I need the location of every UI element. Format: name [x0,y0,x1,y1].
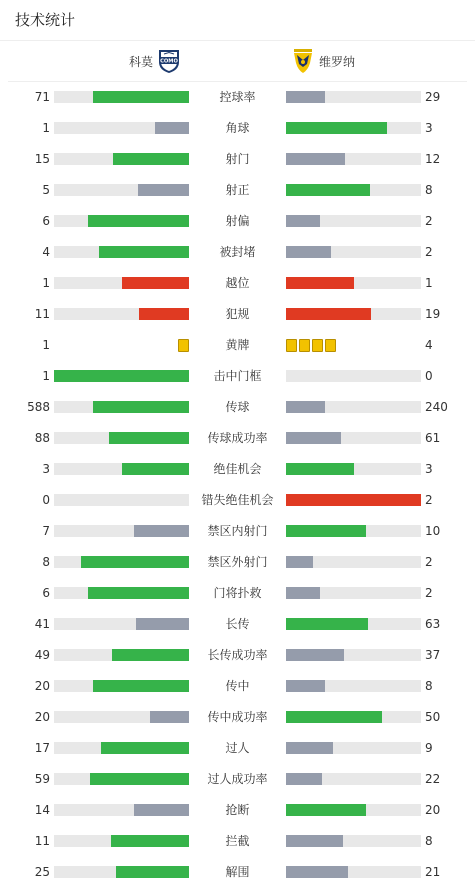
home-bar-fill [122,277,190,289]
home-bar-track [54,401,189,413]
yellow-card-icon [178,339,189,352]
stat-row [0,578,475,609]
stat-row [0,113,475,144]
home-bar-fill [93,91,189,103]
stat-row [0,764,475,795]
home-bar-fill [112,649,189,661]
away-value: 3 [425,121,433,135]
away-value: 2 [425,493,433,507]
home-bar-track [54,122,189,134]
away-bar-track [286,246,421,258]
home-value: 8 [42,555,50,569]
home-bar-fill [81,556,189,568]
stat-row [0,454,475,485]
stat-row [0,702,475,733]
yellow-card-icon [299,339,310,352]
teams-header [8,41,467,82]
away-bar-fill [286,556,313,568]
away-bar-track [286,401,421,413]
stat-row [0,392,475,423]
away-bar-fill [286,773,322,785]
away-bar-fill [286,494,421,506]
stat-label: 黄牌 [225,338,250,352]
stat-label: 射偏 [225,214,250,228]
home-bar-fill [150,711,189,723]
stat-row [0,733,475,764]
away-value: 37 [425,648,441,662]
away-bar-track [286,184,421,196]
stat-label: 击中门框 [213,369,262,383]
away-value: 3 [425,462,433,476]
stat-row [0,485,475,516]
home-value: 15 [34,152,50,166]
home-value: 0 [42,493,50,507]
away-value: 9 [425,741,433,755]
home-bar-fill [136,618,189,630]
away-bar-track [286,556,421,568]
away-bar-track [286,866,421,878]
away-bar-track [286,742,421,754]
away-value: 4 [425,338,433,352]
home-value: 5 [42,183,50,197]
away-bar-fill [286,618,368,630]
como-logo-text: COMO [160,58,178,65]
away-value: 61 [425,431,441,445]
away-bar-fill [286,525,366,537]
home-bar-track [54,370,189,382]
home-value: 1 [42,338,50,352]
away-value: 2 [425,555,433,569]
home-bar-fill [134,525,189,537]
away-value: 2 [425,245,433,259]
away-value: 8 [425,679,433,693]
home-bar-track [54,866,189,878]
home-bar-track [54,215,189,227]
away-value: 22 [425,772,441,786]
stat-row [0,175,475,206]
home-value: 11 [34,307,50,321]
away-bar-fill [286,835,343,847]
stat-row [0,206,475,237]
stat-row [0,671,475,702]
away-bar-fill [286,184,370,196]
stat-label: 解围 [225,865,250,879]
stat-label: 过人成功率 [207,772,268,786]
away-bar-track [286,91,421,103]
home-bar-fill [139,308,189,320]
stat-label: 射门 [225,152,250,166]
away-bar-fill [286,91,325,103]
home-bar-track [54,494,189,506]
como-crest-icon [157,48,181,74]
stat-row [0,268,475,299]
home-bar-track [54,649,189,661]
home-bar-track [54,184,189,196]
home-bar-fill [116,866,189,878]
stat-row [0,237,475,268]
verona-crest-icon [291,48,315,74]
away-value: 63 [425,617,441,631]
home-value: 1 [42,276,50,290]
stat-label: 传球成功率 [207,431,268,445]
home-value: 11 [34,834,50,848]
home-bar-fill [88,587,189,599]
home-yellow-cards [176,339,189,352]
home-bar-track [54,587,189,599]
stat-label: 禁区外射门 [207,555,268,569]
away-bar-track [286,773,421,785]
yellow-card-icon [286,339,297,352]
home-bar-fill [101,742,189,754]
away-bar-fill [286,866,348,878]
away-bar-track [286,153,421,165]
home-bar-track [54,432,189,444]
stat-label: 越位 [225,276,250,290]
home-bar-fill [90,773,189,785]
yellow-card-icon [312,339,323,352]
home-value: 6 [42,214,50,228]
stat-label: 控球率 [219,90,256,104]
stat-label: 射正 [225,183,250,197]
stat-row [0,299,475,330]
home-value: 49 [34,648,50,662]
stat-label: 长传成功率 [207,648,268,662]
away-bar-fill [286,463,354,475]
away-value: 2 [425,214,433,228]
away-bar-fill [286,742,333,754]
home-value: 41 [34,617,50,631]
away-bar-track [286,649,421,661]
away-bar-fill [286,215,320,227]
home-bar-track [54,618,189,630]
away-bar-fill [286,649,344,661]
home-bar-fill [99,246,189,258]
away-bar-fill [286,587,320,599]
home-bar-fill [134,804,189,816]
away-bar-fill [286,680,325,692]
away-value: 21 [425,865,441,879]
home-bar-track [54,711,189,723]
stat-label: 被封堵 [219,245,256,259]
away-bar-track [286,587,421,599]
home-bar-track [54,804,189,816]
stat-row [0,516,475,547]
away-value: 50 [425,710,441,724]
away-bar-fill [286,153,345,165]
home-bar-fill [155,122,189,134]
away-bar-track [286,494,421,506]
away-bar-fill [286,432,341,444]
yellow-card-icon [325,339,336,352]
home-bar-track [54,277,189,289]
home-value: 7 [42,524,50,538]
home-value: 25 [34,865,50,879]
away-bar-track [286,432,421,444]
home-bar-fill [88,215,189,227]
stat-label: 门将扑救 [213,586,262,600]
away-bar-track [286,308,421,320]
home-bar-track [54,773,189,785]
home-value: 4 [42,245,50,259]
stat-row [0,857,475,888]
home-team-name: 科莫 [128,54,153,69]
stat-row [0,144,475,175]
away-value: 12 [425,152,441,166]
home-value: 88 [34,431,50,445]
home-value: 14 [34,803,50,817]
stat-label: 传球 [225,400,250,414]
home-value: 20 [34,679,50,693]
home-value: 1 [42,369,50,383]
away-value: 240 [425,400,448,414]
away-value: 0 [425,369,433,383]
stat-label: 犯规 [225,307,250,321]
away-bar-track [286,525,421,537]
home-value: 71 [34,90,50,104]
away-bar-track [286,122,421,134]
home-bar-fill [138,184,189,196]
stat-label: 错失绝佳机会 [201,493,274,507]
home-bar-track [54,308,189,320]
home-bar-track [54,91,189,103]
away-value: 1 [425,276,433,290]
stat-label: 绝佳机会 [213,462,262,476]
home-bar-track [54,153,189,165]
home-bar-fill [111,835,189,847]
away-bar-track [286,277,421,289]
home-bar-fill [109,432,189,444]
stat-label: 过人 [225,741,250,755]
stat-label: 传中成功率 [207,710,268,724]
away-bar-track [286,711,421,723]
home-team[interactable] [129,41,181,81]
stats-list [0,82,475,888]
stat-row [0,547,475,578]
away-bar-track [286,835,421,847]
stat-row [0,826,475,857]
stat-label: 拦截 [225,834,250,848]
away-bar-fill [286,401,325,413]
away-yellow-cards [286,339,338,352]
home-value: 1 [42,121,50,135]
away-value: 10 [425,524,441,538]
away-bar-track [286,215,421,227]
stat-row [0,330,475,361]
stat-row [0,361,475,392]
home-bar-fill [122,463,190,475]
home-bar-fill [93,680,189,692]
home-bar-track [54,835,189,847]
stat-row [0,82,475,113]
away-value: 8 [425,834,433,848]
page-title: 技术统计 [0,0,475,41]
home-bar-fill [113,153,189,165]
stat-label: 角球 [225,121,250,135]
away-bar-fill [286,277,354,289]
away-bar-fill [286,246,331,258]
home-value: 588 [27,400,50,414]
home-bar-fill [54,370,189,382]
home-value: 3 [42,462,50,476]
away-value: 2 [425,586,433,600]
away-bar-track [286,618,421,630]
home-bar-track [54,556,189,568]
home-bar-track [54,246,189,258]
stat-label: 传中 [225,679,250,693]
stat-row [0,423,475,454]
away-value: 29 [425,90,441,104]
away-value: 8 [425,183,433,197]
home-value: 59 [34,772,50,786]
away-bar-track [286,370,421,382]
away-value: 19 [425,307,441,321]
away-bar-track [286,680,421,692]
home-bar-track [54,463,189,475]
away-bar-fill [286,804,366,816]
home-bar-fill [93,401,189,413]
home-value: 17 [34,741,50,755]
away-team[interactable] [291,41,355,81]
stat-row [0,609,475,640]
stat-label: 禁区内射门 [207,524,268,538]
away-bar-track [286,804,421,816]
stat-label: 抢断 [225,803,250,817]
stat-row [0,640,475,671]
away-team-name: 维罗纳 [319,54,356,69]
away-bar-track [286,463,421,475]
away-value: 20 [425,803,441,817]
away-bar-fill [286,122,387,134]
stat-label: 长传 [225,617,250,631]
home-bar-track [54,680,189,692]
away-bar-fill [286,308,371,320]
home-value: 6 [42,586,50,600]
home-bar-track [54,525,189,537]
away-bar-fill [286,711,382,723]
stat-row [0,795,475,826]
home-value: 20 [34,710,50,724]
home-bar-track [54,742,189,754]
